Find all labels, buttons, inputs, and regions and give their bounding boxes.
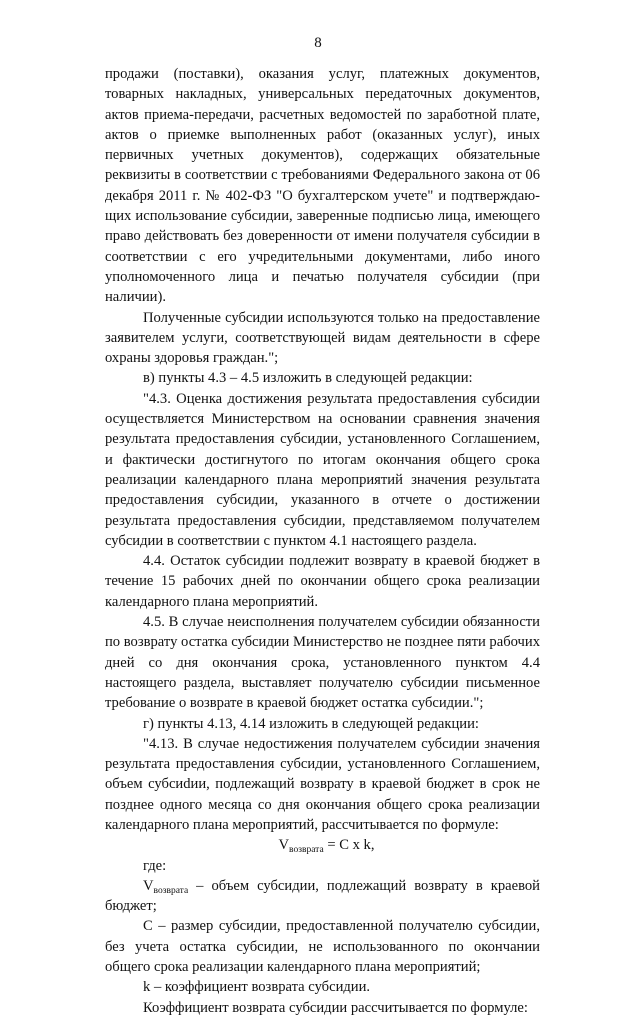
paragraph-item-v: в) пункты 4.3 – 4.5 изложить в следующей редакции: xyxy=(143,370,473,387)
definition-k: k – коэффициент возврата субсидии. xyxy=(143,979,371,996)
paragraph-documents-list: продажи (поставки), оказания услуг, платежных документов, товарных накладных, универсальных передаточных документов, актов приема-передачи, расчетных ведомостей по заработной плате, актов о приемке выполненных работ (оказанных услуг), иных первичных учетных документов), содержащих обязательные реквизиты в соответствии с требованиями Федерального закона от 06 декабря 2011 г. № 402-ФЗ "О бухгалтерском учете" и подтверждающих использование субсидии, заверенные подписью лица, имеющего право действовать без доверенности от имени получателя субсидии в соответствии с его учредительными документами, либо иного уполномоченного лица и печатью получателя субсидии (при наличии). xyxy=(105,66,540,306)
document-body xyxy=(105,64,540,1018)
paragraph-item-g: г) пункты 4.13, 4.14 изложить в следующей редакции: xyxy=(143,715,479,732)
formula-return-volume xyxy=(105,835,540,855)
definition-v-subscript: возврата xyxy=(153,885,189,896)
page-number: 8 xyxy=(314,35,322,51)
formula-subscript: возврата xyxy=(289,845,324,856)
definition-v-symbol: V xyxy=(143,877,154,894)
formula-rhs: = C x k, xyxy=(323,837,375,854)
paragraph-4-4: 4.4. Остаток субсидии подлежит возврату в краевой бюджет в течение 15 рабочих дней по окончании общего срока реализации календарного плана мероприятий. xyxy=(105,553,540,610)
formula-symbol: V xyxy=(278,837,290,854)
paragraph-4-5: 4.5. В случае неисполнения получателем субсидии обязанности по возврату остатка субсидии Министерство не позднее пяти рабочих дней со дня окончания срока, установленного пунктом 4.4 настоящего раздела, выставляет получателю субсидии письменное требование о возврате в краевой бюджет остатка субсидии."; xyxy=(105,614,540,712)
definition-c: C – размер субсидии, предоставленной получателю субсидии, без учета остатка субсидии, не использованного по окончании общего срока реализации календарного плана мероприятий; xyxy=(105,918,540,976)
definition-v xyxy=(105,876,540,917)
paragraph-subsidy-usage: Полученные субсидии используются только на предоставление заявителем услуги, соответствующей видам деятельности в сфере охраны здоровья граждан."; xyxy=(105,309,540,367)
definition-v-text: – объем субсидии, подлежащий возврату в краевой бюджет; xyxy=(105,877,540,915)
paragraph-4-13: "4.13. В случае недостижения получателем субсидии значения результата предоставления субсидии, установленного Соглашением, объем субсиdии, подлежащий возврату в краевой бюджет в срок не позднее одного месяца со дня окончания общего срока реализации календарного плана мероприятий, рассчитывается по формуле: xyxy=(105,735,540,833)
paragraph-4-3: "4.3. Оценка достижения результата предоставления субсидии осуществляется Министерством на основании сравнения значения результата предоставления субсидии, установленного Соглашением, и фактически достигнутого по итогам окончания общего срока реализации календарного плана мероприятий значения результата предоставления субсидии, указанного в отчете о достижении результата предоставления субсидии, представляемом получателем субсидии в соответствии с пунктом 4.1 настоящего раздела. xyxy=(105,390,540,549)
paragraph-coefficient-formula: Коэффициент возврата субсидии рассчитывается по формуле: xyxy=(143,999,528,1016)
where-label: где: xyxy=(143,857,167,874)
